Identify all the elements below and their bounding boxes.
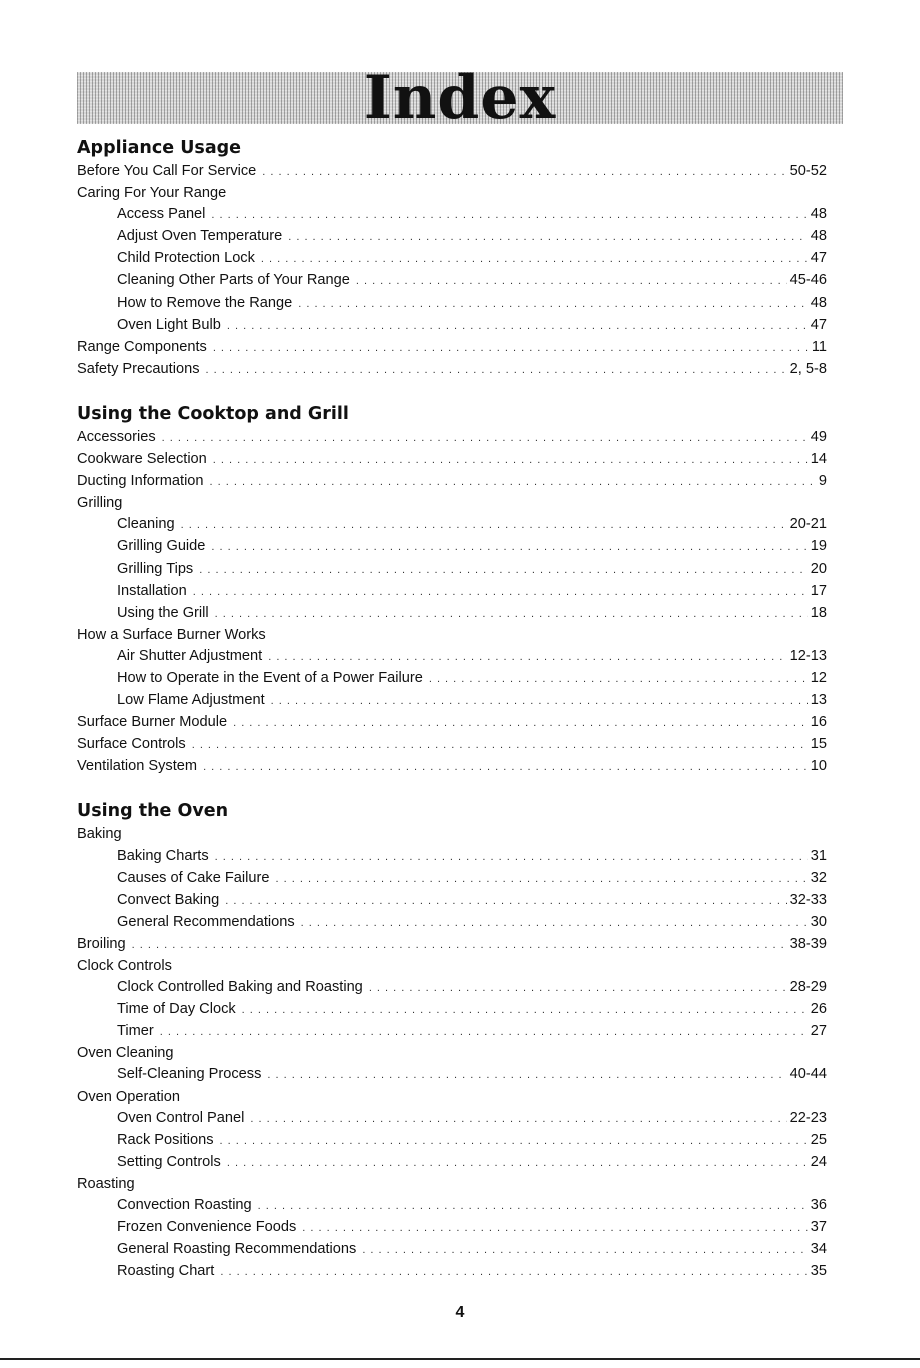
index-entry <box>77 270 827 292</box>
entry-label: Clock Controlled Baking and Roasting <box>117 979 363 996</box>
index-entry <box>77 315 827 337</box>
entry-page: 26 <box>810 1001 827 1018</box>
entry-label: Broiling <box>77 935 126 952</box>
dot-leader <box>288 227 808 248</box>
dot-leader <box>302 1218 807 1239</box>
entry-label: Cleaning <box>117 516 175 533</box>
entry-page: 32 <box>810 869 827 886</box>
entry-page: 14 <box>810 451 827 468</box>
index-entry <box>77 1152 827 1174</box>
index-subheading <box>77 1087 827 1108</box>
dot-leader <box>181 515 787 536</box>
dot-leader <box>199 560 808 581</box>
entry-page: 49 <box>810 428 827 445</box>
entry-label: Cleaning Other Parts of Your Range <box>117 272 350 289</box>
entry-label: Oven Operation <box>77 1088 181 1105</box>
dot-leader <box>215 604 808 625</box>
entry-label: Grilling Tips <box>117 560 194 577</box>
dot-leader <box>268 647 786 668</box>
index-subheading <box>77 1174 827 1195</box>
entry-page: 27 <box>810 1023 827 1040</box>
entry-page: 24 <box>810 1153 827 1170</box>
entry-page: 35 <box>810 1263 827 1280</box>
entry-page: 16 <box>810 714 827 731</box>
entry-label: Surface Controls <box>77 736 186 753</box>
index-entry <box>77 646 827 668</box>
entry-label: Timer <box>117 1023 154 1040</box>
entry-label: Child Protection Lock <box>117 250 255 267</box>
entry-page: 20 <box>810 560 827 577</box>
entry-page: 9 <box>818 473 827 490</box>
dot-leader <box>258 1196 808 1217</box>
entry-page: 50-52 <box>789 163 827 179</box>
dot-leader <box>193 582 808 603</box>
entry-label: Surface Burner Module <box>77 714 228 731</box>
page-number: 4 <box>455 1304 465 1321</box>
dot-leader <box>271 691 808 712</box>
dot-leader <box>162 428 808 449</box>
entry-label: Oven Cleaning <box>77 1045 174 1062</box>
entry-page: 32-33 <box>789 891 827 908</box>
index-subheading <box>77 493 827 514</box>
entry-label: Oven Control Panel <box>117 1109 245 1126</box>
index-entry <box>77 359 827 381</box>
entry-label: How a Surface Burner Works <box>77 626 266 643</box>
index-entry <box>77 226 827 248</box>
entry-label: Grilling <box>77 495 123 512</box>
entry-label: Frozen Convenience Foods <box>117 1219 297 1236</box>
dot-leader <box>203 757 808 778</box>
entry-label: Before You Call For Service <box>77 163 257 179</box>
index-section <box>77 137 827 381</box>
dot-leader <box>210 472 816 493</box>
index-entry <box>77 204 827 226</box>
entry-page: 10 <box>810 758 827 775</box>
dot-leader <box>301 913 808 934</box>
dot-leader <box>362 1240 807 1261</box>
entry-page: 36 <box>810 1197 827 1214</box>
entry-label: Convection Roasting <box>117 1197 252 1214</box>
index-entry <box>77 934 827 956</box>
entry-page: 13 <box>810 692 827 709</box>
entry-label: Air Shutter Adjustment <box>117 647 263 664</box>
entry-page: 15 <box>810 736 827 753</box>
entry-label: Time of Day Clock <box>117 1001 236 1018</box>
dot-leader <box>213 338 809 359</box>
dot-leader <box>211 205 807 226</box>
entry-label: Using the Grill <box>117 604 209 621</box>
index-entry <box>77 559 827 581</box>
entry-page: 12 <box>810 669 827 686</box>
index-subheading <box>77 625 827 646</box>
entry-page: 31 <box>810 847 827 864</box>
index-entry <box>77 712 827 734</box>
entry-label: Installation <box>117 582 187 599</box>
index-subheading <box>77 956 827 977</box>
index-entry <box>77 977 827 999</box>
entry-page: 18 <box>810 604 827 621</box>
dot-leader <box>227 316 808 337</box>
dot-leader <box>220 1131 808 1152</box>
bottom-rule <box>0 1358 920 1360</box>
index-entry <box>77 756 827 778</box>
index-title: Index <box>363 63 557 133</box>
entry-page: 28-29 <box>789 979 827 996</box>
entry-label: Causes of Cake Failure <box>117 869 270 886</box>
index-subheading <box>77 824 827 845</box>
entry-label: Roasting Chart <box>117 1263 215 1280</box>
index-entry <box>77 514 827 536</box>
entry-label: Self-Cleaning Process <box>117 1066 262 1083</box>
index-entry <box>77 293 827 315</box>
entry-label: Baking <box>77 826 122 843</box>
index-entry <box>77 668 827 690</box>
index-entry <box>77 734 827 756</box>
index-entry <box>77 581 827 603</box>
index-entry <box>77 1217 827 1239</box>
index-entry <box>77 1239 827 1261</box>
entry-page: 34 <box>810 1241 827 1258</box>
dot-leader <box>192 735 808 756</box>
entry-page: 47 <box>810 316 827 333</box>
entry-page: 47 <box>810 250 827 267</box>
entry-label: Ventilation System <box>77 758 198 775</box>
index-entry <box>77 999 827 1021</box>
entry-page: 20-21 <box>789 516 827 533</box>
dot-leader <box>225 891 786 912</box>
dot-leader <box>262 162 786 183</box>
dot-leader <box>242 1000 808 1021</box>
dot-leader <box>220 1262 807 1283</box>
entry-label: Clock Controls <box>77 958 172 974</box>
section-title: Appliance Usage <box>77 138 242 158</box>
section-title: Using the Cooktop and Grill <box>77 403 349 424</box>
index-entry <box>77 1021 827 1043</box>
entry-label: General Recommendations <box>117 913 295 930</box>
entry-label: Adjust Oven Temperature <box>117 228 283 245</box>
index-entry <box>77 846 827 868</box>
entry-label: Cookware Selection <box>77 451 207 468</box>
entry-label: Ducting Information <box>77 473 204 490</box>
entry-page: 48 <box>810 228 827 245</box>
entry-page: 17 <box>810 582 827 599</box>
index-entry <box>77 1195 827 1217</box>
entry-page: 12-13 <box>789 647 827 664</box>
dot-leader <box>227 1153 808 1174</box>
entry-label: Setting Controls <box>117 1153 221 1170</box>
entry-page: 45-46 <box>789 272 827 289</box>
dot-leader <box>211 537 807 558</box>
index-subheading <box>77 183 827 204</box>
dot-leader <box>215 847 808 868</box>
entry-page: 30 <box>810 913 827 930</box>
entry-page: 11 <box>811 338 827 355</box>
index-content <box>77 137 827 1305</box>
entry-page: 40-44 <box>789 1066 827 1083</box>
index-entry <box>77 912 827 934</box>
index-entry <box>77 161 827 183</box>
entry-page: 22-23 <box>789 1109 827 1126</box>
dot-leader <box>250 1109 786 1130</box>
index-entry <box>77 603 827 625</box>
index-entry <box>77 337 827 359</box>
index-banner <box>77 63 843 133</box>
index-entry <box>77 868 827 890</box>
entry-page: 48 <box>810 294 827 311</box>
index-entry <box>77 449 827 471</box>
index-entry <box>77 427 827 449</box>
dot-leader <box>213 450 808 471</box>
dot-leader <box>298 294 808 315</box>
index-subheading <box>77 1043 827 1064</box>
index-entry <box>77 1130 827 1152</box>
entry-label: Accessories <box>77 428 156 445</box>
entry-label: Safety Precautions <box>77 360 200 377</box>
section-title: Using the Oven <box>77 801 229 822</box>
index-entry <box>77 536 827 558</box>
entry-label: Access Panel <box>117 206 206 223</box>
entry-label: Convect Baking <box>117 891 220 908</box>
dot-leader <box>132 935 787 956</box>
entry-label: Range Components <box>77 338 207 355</box>
entry-label: Oven Light Bulb <box>117 316 221 333</box>
index-section <box>77 800 827 1283</box>
index-entry <box>77 890 827 912</box>
dot-leader <box>369 978 787 999</box>
index-section <box>77 403 827 779</box>
dot-leader <box>267 1065 786 1086</box>
entry-label: Roasting <box>77 1175 135 1192</box>
index-entry <box>77 690 827 712</box>
entry-page: 19 <box>810 538 827 555</box>
entry-label: Rack Positions <box>117 1131 214 1148</box>
dot-leader <box>429 669 808 690</box>
index-entry <box>77 1261 827 1283</box>
entry-page: 37 <box>810 1219 827 1236</box>
index-entry <box>77 248 827 270</box>
entry-label: General Roasting Recommendations <box>117 1241 357 1258</box>
entry-page: 48 <box>810 206 827 223</box>
entry-label: How to Remove the Range <box>117 294 293 311</box>
entry-label: How to Operate in the Event of a Power Failure <box>117 669 423 686</box>
entry-label: Caring For Your Range <box>77 185 227 202</box>
dot-leader <box>356 271 787 292</box>
entry-label: Grilling Guide <box>117 538 206 555</box>
dot-leader <box>233 713 808 734</box>
entry-label: Low Flame Adjustment <box>117 692 265 709</box>
entry-label: Baking Charts <box>117 847 209 864</box>
index-entry <box>77 471 827 493</box>
index-entry <box>77 1064 827 1086</box>
dot-leader <box>261 249 808 270</box>
dot-leader <box>160 1022 808 1043</box>
entry-page: 38-39 <box>789 935 827 952</box>
dot-leader <box>206 360 787 381</box>
dot-leader <box>276 869 808 890</box>
entry-page: 25 <box>810 1131 827 1148</box>
index-entry <box>77 1108 827 1130</box>
entry-page: 2, 5-8 <box>789 360 827 377</box>
